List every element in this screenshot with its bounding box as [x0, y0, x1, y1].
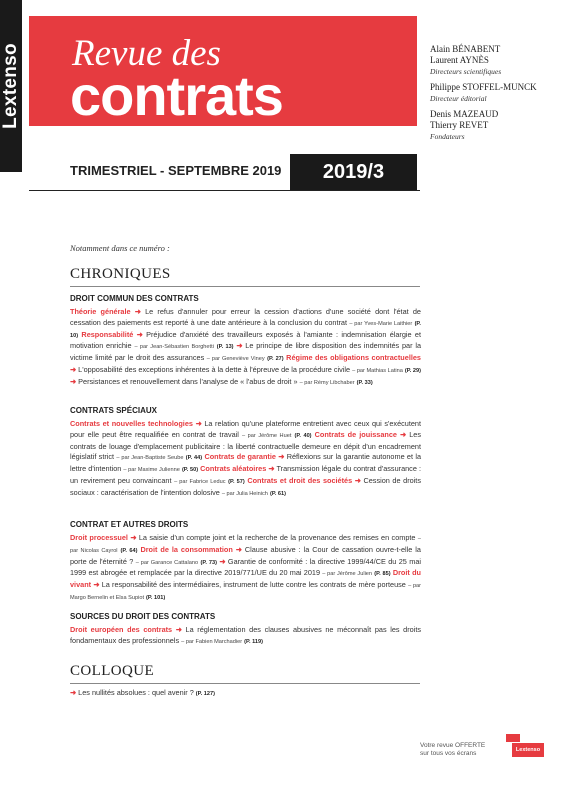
entry-topic: Droit européen des contrats [70, 625, 173, 634]
entry-page: (P. 27) [267, 356, 284, 363]
entry-page: (P. 50) [181, 467, 199, 474]
arrow-icon: ➜ [130, 533, 137, 542]
section-heading: DROIT COMMUN DES CONTRATS [70, 294, 199, 303]
arrow-icon: ➜ [70, 364, 77, 374]
entry-page: (P. 61) [269, 490, 287, 497]
entry-page: (P. 57) [228, 478, 245, 485]
title-line-1: Revue des [72, 33, 221, 74]
chroniques-rule [70, 286, 420, 287]
entry-page: (P. 29) [404, 367, 422, 374]
chroniques-title: CHRONIQUES [70, 266, 171, 282]
title-line-2: contrats [70, 64, 283, 127]
board-member-name: Philippe STOFFEL-MUNCK [430, 82, 537, 92]
arrow-icon: ➜ [175, 625, 182, 634]
entry-text: Le principe de libre disposition des indemnités par la victime limité par le droit des assurances [70, 341, 422, 363]
entry-topic: Responsabilité [81, 329, 134, 339]
entry-text: La saisie d'un compte joint et la recherche de la provenance des remises en compte [138, 533, 416, 542]
entry-page: (P. 44) [185, 455, 203, 462]
entry-topic: Contrats et nouvelles technologies [70, 419, 193, 428]
entry-topic: Théorie générale [70, 307, 131, 316]
entry-author: – par Maxime Julienne [123, 467, 180, 474]
entry-author: – par Jérôme Julien [322, 571, 373, 578]
entry-author: – par Rémy Libchaber [299, 379, 355, 386]
entry-page: (P. 101) [146, 594, 166, 601]
arrow-icon: ➜ [93, 580, 100, 590]
entry-text: Les nullités absolues : quel avenir ? [78, 688, 194, 697]
entry-author: – par Nicolas Cayrol [70, 536, 421, 554]
arrow-icon: ➜ [219, 556, 226, 566]
colloque-title: COLLOQUE [70, 663, 155, 679]
entry-text: Garantie de conformité : la directive 1999/44/CE du 25 mai 1999 est abrogée et remplacée par la directive 2019/771/UE du 20 mai 2019 [70, 556, 422, 578]
entry-text: Clause abusive : la Cour de cassation ouvre-t-elle la porte de l'éternité ? [70, 544, 421, 566]
arrow-icon: ➜ [70, 376, 77, 386]
entry-text: La réglementation des clauses abusives ne méconnaît pas les droits fondamentaux des professionnels [70, 625, 422, 645]
section-heading: CONTRAT ET AUTRES DROITS [70, 520, 189, 529]
entry-author: – par Jean-Sébastien Borghetti [134, 344, 214, 351]
arrow-icon: ➜ [236, 341, 243, 351]
entry-author: – par Fabrice Leduc [174, 478, 226, 485]
entry-text: Préjudice d'anxiété des travailleurs exposés à l'amiante : indemnisation élargie et motivation enrichie [70, 329, 422, 351]
entry-text: Persistances et renouvellement dans l'analyse de « l'abus de droit » [78, 376, 298, 386]
publication-period: TRIMESTRIEL - SEPTEMBRE 2019 [70, 163, 282, 178]
promo-line-1: Votre revue OFFERTE [420, 742, 486, 749]
board-role: Directeurs scientifiques [430, 67, 502, 76]
entry-page: (P. 119) [244, 638, 264, 645]
colloque-body [70, 688, 421, 700]
arrow-icon: ➜ [134, 307, 141, 316]
colloque-rule [70, 683, 420, 684]
section-heading: SOURCES DU DROIT DES CONTRATS [70, 612, 216, 621]
arrow-icon: ➜ [400, 429, 407, 439]
arrow-icon: ➜ [195, 419, 202, 428]
entry-text: L'opposabilité des exceptions inhérentes à la dette à l'épreuve de la procédure civile [78, 364, 351, 374]
section-body [70, 625, 421, 648]
entry-author: – par Garance Cattalano [135, 559, 199, 566]
board-member-name: Laurent AYNÈS [430, 55, 489, 65]
promo-text[interactable] [420, 742, 485, 758]
entry-page: (P. 64) [120, 547, 138, 554]
entry-author: – par Geneviève Viney [206, 356, 265, 363]
entry-author: – par Yves-Marie Laithier [349, 320, 413, 327]
entry-text: La relation qu'une plateforme entretient avec ceux qui s'exécutent pour elle peut être requalifiée en contrat de travail [70, 419, 422, 439]
arrow-icon: ➜ [278, 452, 285, 462]
section-heading: CONTRATS SPÉCIAUX [70, 406, 157, 415]
issue-number: 2019/3 [290, 154, 417, 190]
section-body [70, 419, 421, 500]
header-rule [29, 190, 420, 191]
board-member-name: Denis MAZEAUD [430, 109, 499, 119]
entry-topic: Contrats aléatoires [200, 464, 267, 474]
section-body [70, 307, 421, 389]
promo-tag [506, 734, 520, 742]
board-role: Fondateurs [430, 132, 465, 141]
arrow-icon: ➜ [268, 464, 275, 474]
entry-author: – par Julia Heinich [221, 490, 268, 497]
entry-page: (P. 13) [216, 344, 234, 351]
entry-text: Les contrats de louage d'emplacement publicitaire : la liberté contractuelle demeure en dépit d'un encadrement législatif strict [70, 429, 421, 462]
entry-topic: Droit processuel [70, 533, 128, 542]
promo-line-2: sur tous vos écrans [420, 750, 477, 757]
arrow-icon: ➜ [70, 688, 77, 697]
editorial-board [430, 44, 560, 147]
entry-page: (P. 73) [200, 559, 217, 566]
entry-topic: Droit du vivant [70, 568, 421, 590]
entry-topic: Contrats et droit des sociétés [247, 475, 353, 485]
board-role: Directeur éditorial [430, 94, 487, 103]
brand-name: Lextenso [0, 43, 21, 129]
entry-page: (P. 85) [374, 571, 391, 578]
section-body [70, 533, 421, 604]
board-member-name: Thierry REVET [430, 120, 489, 130]
entry-text: Réflexions sur la garantie autonome et la lettre d'intention [70, 452, 422, 474]
entry-author: – par Fabien Marchadier [181, 638, 243, 645]
entry-topic: Contrats de jouissance [314, 429, 397, 439]
entry-page: (P. 33) [356, 379, 373, 386]
entry-text: Cession de droits sociaux : caractérisation de l'intention dolosive [70, 475, 421, 497]
entry-author: – par Jérôme Huet [241, 432, 292, 439]
entry-page: (P. 10) [70, 320, 421, 339]
promo-logo: Lextenso [512, 743, 544, 757]
entry-author: – par Jean-Baptiste Seube [116, 455, 184, 462]
entry-topic: Contrats de garantie [204, 452, 276, 462]
entry-text: Transmission légale du contrat d'assurance : un revirement peu convaincant [70, 464, 421, 485]
arrow-icon: ➜ [354, 475, 361, 485]
entry-topic: Droit de la consommation [140, 544, 233, 554]
entry-page: (P. 40) [294, 432, 312, 439]
brand-sidebar [0, 0, 22, 172]
entry-text: La responsabilité des intermédiaires, instrument de lutte contre les contrats de mère porteuse [101, 580, 406, 590]
board-member-name: Alain BÉNABENT [430, 44, 501, 54]
entry-page: (P. 127) [195, 691, 215, 697]
entry-author: – par Mathias Latina [352, 367, 403, 374]
entry-author: – par Margo Bernelin et Elsa Supiot [70, 583, 422, 601]
entry-text: Le refus d'annuler pour erreur la cession d'actions d'une société dont l'état de cessation des paiements est reporté à une date antérieure à la conclusion du contrat [70, 307, 421, 327]
in-this-issue-label: Notamment dans ce numéro : [70, 243, 170, 253]
entry-topic: Régime des obligations contractuelles [286, 353, 421, 363]
arrow-icon: ➜ [235, 544, 242, 554]
arrow-icon: ➜ [136, 329, 143, 339]
